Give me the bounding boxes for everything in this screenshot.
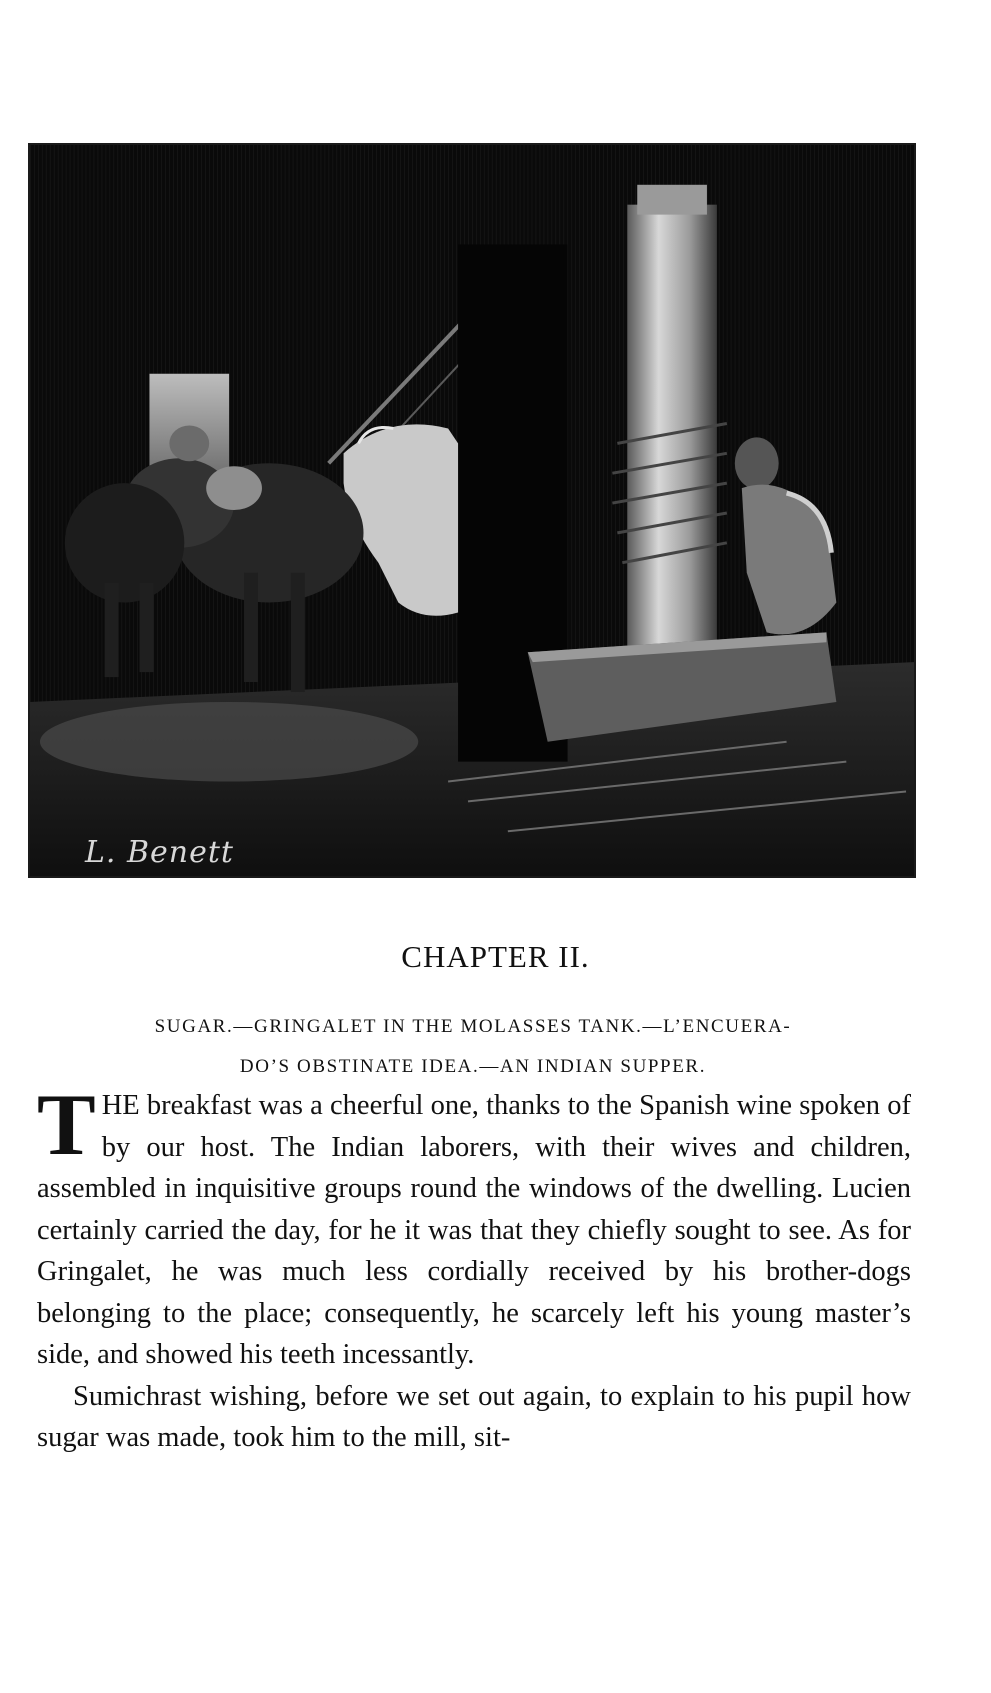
engraving-art	[30, 145, 914, 876]
chapter-title: CHAPTER II.	[401, 939, 590, 974]
chapter-summary-line-2: DO’S OBSTINATE IDEA.—AN INDIAN SUPPER.	[239, 1056, 707, 1077]
paragraph-1	[37, 1077, 911, 1376]
chapter-summary-line-1: SUGAR.—GRINGALET IN THE MOLASSES TANK.—L’ENCUERA-	[154, 1016, 792, 1037]
drop-cap: T	[37, 1077, 96, 1174]
artist-signature: L. Benett	[85, 835, 234, 870]
body-text	[37, 1077, 911, 1459]
paragraph-1-text: HE breakfast was a cheerful one, thanks to the Spanish wine spoken of by our host. The Indian laborers, with their wives and children, assembled in inquisitive groups round the windows of the dwelling. Lucien certainly carried the day, for he it was that they chiefly sought to see. As for Gringalet, he was much less cordially received by his brother-dogs belonging to the place; consequently, he scarcely left his young master’s side, and showed his teeth incessantly.	[37, 1090, 911, 1370]
paragraph-2: Sumichrast wishing, before we set out again, to explain to his pupil how sugar was made, took him to the mill, sit-	[37, 1380, 911, 1453]
engraving-illustration	[28, 143, 916, 878]
chapter-summary	[36, 1007, 910, 1087]
